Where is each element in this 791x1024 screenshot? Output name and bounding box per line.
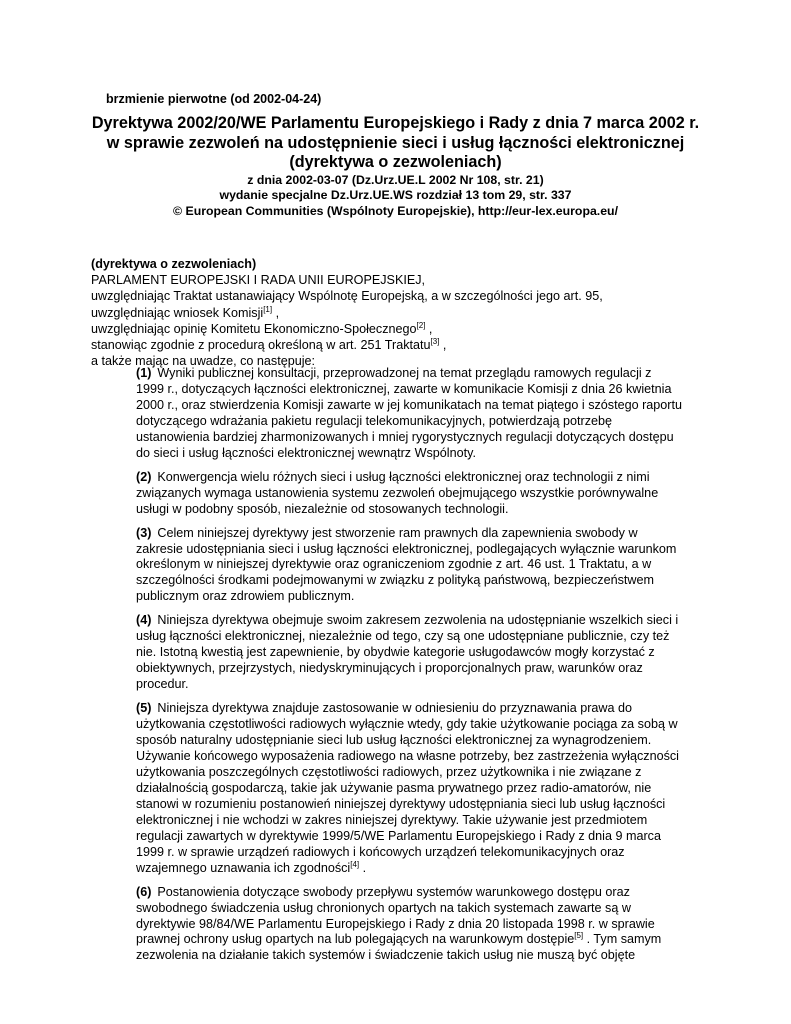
- preamble: [91, 256, 603, 369]
- recital-punct: .: [359, 860, 367, 875]
- preamble-line: a także mając na uwadze, co następuje:: [91, 354, 316, 369]
- document-header: [80, 114, 711, 220]
- recital-line: regulacji zawartych w dyrektywie 1999/5/WE Parlamentu Europejskiego i Rady z dnia 9 marca: [136, 828, 661, 843]
- recital-line: [136, 861, 712, 877]
- recital-line: użytkowania poszczególnych częstotliwości radiowych, przez użytkownika i nie związane z: [136, 764, 642, 779]
- recital-line: szczególności środkami podejmowanymi w związku z polityką państwową, bezpieczeństwem: [136, 573, 654, 588]
- recital-3: [136, 526, 712, 606]
- recital-line: 1999 r. w sprawie urządzeń radiowych i końcowych urządzeń telekomunikacyjnych oraz: [136, 844, 625, 859]
- recital-line: swobodnego świadczenia usług chronionych opartych na takich systemach zawarte są w: [136, 900, 631, 915]
- recital-line: 2000 r., oraz stwierdzenia Komisji zawarte w jej komunikatach na temat piątego i szóstego raportu: [136, 397, 683, 412]
- recital-number: (6): [136, 884, 152, 899]
- recital-6: [136, 885, 712, 965]
- recital-number: (4): [136, 613, 152, 628]
- recital-number: (1): [136, 366, 152, 380]
- recital-line: Używanie końcowego wyposażenia radiowego na własne potrzeby, bez zastrzeżenia wyłączności: [136, 748, 679, 763]
- recital-number: (2): [136, 469, 152, 484]
- title-line-2: w sprawie zezwoleń na udostępnienie sieci i usług łączności elektronicznej: [106, 133, 685, 152]
- recital-line: zezwolenia na działanie takich systemów i świadczenie takich usług nie muszą być objęte: [136, 948, 636, 963]
- recital-line: do sieci i usług łączności elektronicznej wewnątrz Wspólnoty.: [136, 445, 476, 460]
- preamble-punct: ,: [272, 305, 280, 320]
- preamble-text: uwzględniając wniosek Komisji: [91, 305, 264, 320]
- footnote-ref-2[interactable]: [2]: [416, 320, 426, 330]
- recital-line: 1999 r., dotyczących łączności elektronicznej, zawarte w komunikacie Komisji z dnia 26 kwietnia: [136, 381, 672, 396]
- recital-line: zakresie udostępniania sieci i usług łączności elektronicznej, podlegających wyłącznie warunkom: [136, 541, 677, 556]
- recital-line: [136, 885, 712, 901]
- recital-text: prawnej ochrony usług opartych na lub polegających na warunkowym dostępie: [136, 932, 575, 947]
- recital-text: Celem niniejszej dyrektywy jest stworzenie ram prawnych dla zapewnienia swobody w: [157, 525, 638, 540]
- recital-line: elektronicznej i nie wchodzi w zakres niniejszej dyrektywy. Takie używanie jest przedmiotem: [136, 812, 648, 827]
- recital-text: wzajemnego uznawania ich zgodności: [136, 860, 351, 875]
- recital-line: usługi w podobny sposób, niezależnie od stosowanych technologii.: [136, 501, 509, 516]
- recital-line: nie. Istotną kwestią jest zapewnienie, by obydwie kategorie usługodawców mogły korzystać z: [136, 645, 655, 660]
- copyright-line: © European Communities (Wspólnoty Europejskie), http://eur-lex.europa.eu/: [173, 204, 618, 219]
- recital-text: Wyniki publicznej konsultacji, przeprowadzonej na temat przeglądu ramowych regulacji z: [157, 366, 652, 380]
- recital-line: określonym w niniejszej dyrektywie oraz ograniczeniom zgodnie z art. 46 ust. 1 Traktatu, a w: [136, 557, 652, 572]
- recital-line: publicznym oraz zdrowiem publicznym.: [136, 589, 355, 604]
- footnote-ref-1[interactable]: [1]: [263, 304, 273, 314]
- recital-number: (3): [136, 525, 152, 540]
- recital-line: [136, 526, 712, 542]
- recital-line: stanowi w rozumieniu postanowień niniejszej dyrektywy udostępniania sieci lub usług łączności: [136, 796, 666, 811]
- recital-number: (5): [136, 701, 152, 716]
- recital-text: . Tym samym: [583, 932, 662, 947]
- preamble-line: [91, 321, 603, 337]
- recital-line: dyrektywie 98/84/WE Parlamentu Europejskiego i Rady z dnia 20 listopada 1998 r. w sprawie: [136, 916, 655, 931]
- recital-text: Niniejsza dyrektywa znajduje zastosowanie w odniesieniu do przyznawania prawa do: [157, 701, 633, 716]
- recital-line: [136, 366, 712, 382]
- publication-date: z dnia 2002-03-07 (Dz.Urz.UE.L 2002 Nr 108, str. 21): [247, 172, 544, 187]
- preamble-text: stanowiąc zgodnie z procedurą określoną w art. 251 Traktatu: [91, 338, 431, 353]
- footnote-ref-4[interactable]: [4]: [350, 859, 360, 869]
- recital-line: sposób naturalny udostępnianie sieci lub usług łączności elektronicznej za wynagrodzeniem.: [136, 733, 652, 748]
- recital-text: Postanowienia dotyczące swobody przepływu systemów warunkowego dostępu oraz: [157, 884, 630, 899]
- preamble-text: uwzględniając opinię Komitetu Ekonomiczno-Społecznego: [91, 321, 417, 336]
- recital-line: związanych wymaga ustanowienia systemu zezwoleń obejmującego wszystkie porównywalne: [136, 485, 659, 500]
- title-line-3: (dyrektywa o zezwoleniach): [289, 153, 502, 171]
- recital-line: ustanowienia bardziej zharmonizowanych i mniej rygorystycznych regulacji dotyczących dostępu: [136, 429, 674, 444]
- recital-text: Konwergencja wielu różnych sieci i usług łączności elektronicznej oraz technologii z nimi: [157, 469, 650, 484]
- special-edition: wydanie specjalne Dz.Urz.UE.WS rozdział 13 tom 29, str. 337: [219, 188, 572, 203]
- preamble-line: [91, 337, 603, 353]
- recital-line: użytkowania częstotliwości radiowych wyłącznie wtedy, gdy takie użytkowanie pociąga za sobą w: [136, 717, 678, 732]
- recital-line: [136, 470, 712, 486]
- title-line-1: Dyrektywa 2002/20/WE Parlamentu Europejskiego i Rady z dnia 7 marca 2002 r.: [91, 114, 700, 132]
- recital-line: [136, 932, 712, 948]
- recital-line: usług łączności elektronicznej, niezależnie od tego, czy są one udostępniane publicznie, czy też: [136, 629, 670, 644]
- footnote-ref-5[interactable]: [5]: [574, 931, 584, 941]
- recital-line: dotyczącego wdrażania pakietu regulacji telekomunikacyjnych, potwierdzają potrzebę: [136, 413, 613, 428]
- recital-line: [136, 613, 712, 629]
- short-title: (dyrektywa o zezwoleniach): [91, 257, 257, 271]
- preamble-line: PARLAMENT EUROPEJSKI I RADA UNII EUROPEJSKIEJ,: [91, 273, 426, 288]
- recital-line: obiektywnych, przejrzystych, niedyskryminujących i proporcjonalnych praw, warunków oraz: [136, 661, 643, 676]
- recital-5: [136, 701, 712, 876]
- recital-line: działalnością gospodarczą, takie jak używanie pasma prywatnego przez radio-amatorów, nie: [136, 780, 652, 795]
- recitals-list: [136, 366, 712, 972]
- preamble-punct: ,: [425, 321, 433, 336]
- preamble-line: uwzględniając Traktat ustanawiający Wspólnotę Europejską, a w szczególności jego art. 95,: [91, 289, 603, 304]
- recital-1: [136, 366, 712, 462]
- recital-text: Niniejsza dyrektywa obejmuje swoim zakresem zezwolenia na udostępnianie wszelkich sieci i: [157, 613, 679, 628]
- recital-4: [136, 613, 712, 693]
- recital-line: procedur.: [136, 677, 189, 692]
- recital-2: [136, 470, 712, 518]
- recital-line: [136, 701, 712, 717]
- preamble-punct: ,: [439, 338, 447, 353]
- footnote-ref-3[interactable]: [3]: [430, 337, 440, 347]
- version-note: brzmienie pierwotne (od 2002-04-24): [106, 92, 322, 106]
- preamble-line: [91, 305, 603, 321]
